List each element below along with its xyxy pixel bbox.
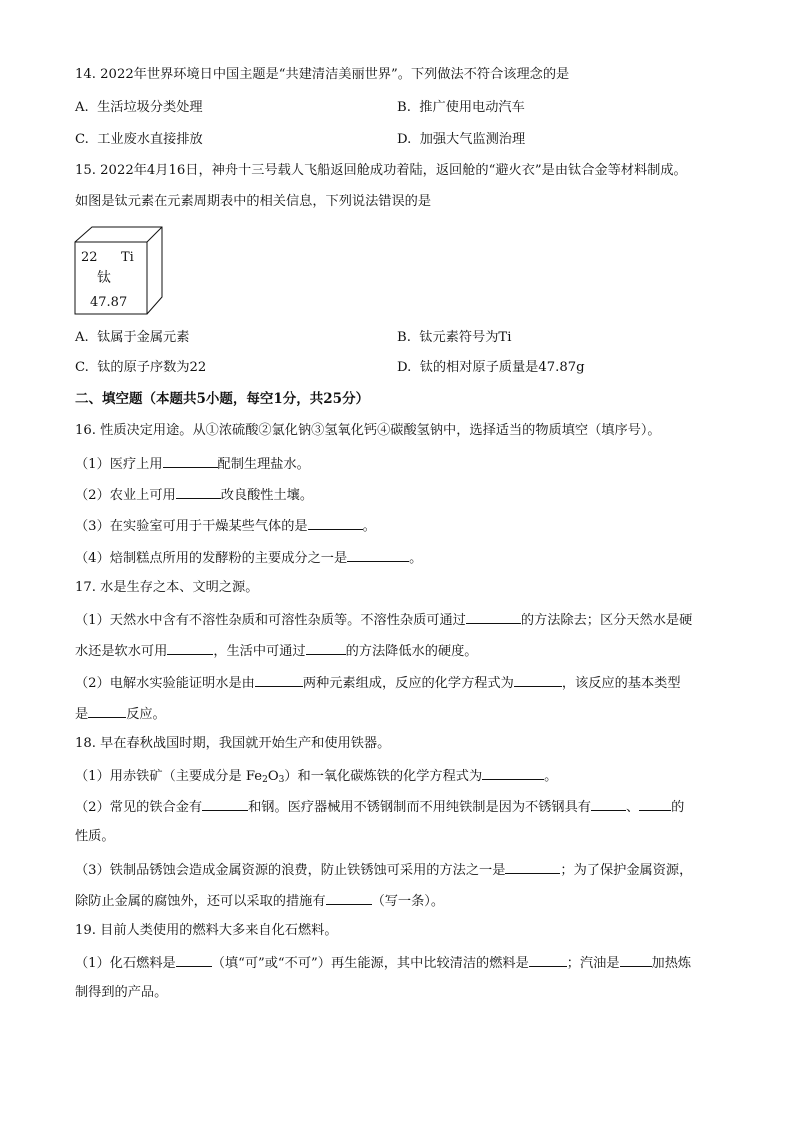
- q15-option-b: B. 钛元素符号为Ti: [397, 330, 512, 345]
- answer-blank[interactable]: [620, 953, 652, 967]
- q15-stem-line2: 如图是钛元素在元素周期表中的相关信息，下列说法错误的是: [75, 194, 432, 209]
- answer-blank[interactable]: [163, 454, 218, 468]
- q17-stem: 17. 水是生存之本、文明之源。: [75, 580, 259, 595]
- answer-blank[interactable]: [591, 797, 626, 811]
- answer-blank[interactable]: [505, 860, 560, 874]
- answer-blank[interactable]: [88, 704, 126, 718]
- answer-blank[interactable]: [176, 485, 221, 499]
- answer-blank[interactable]: [482, 766, 544, 780]
- q17-part1-line1: （1）天然水中含有不溶性杂质和可溶性杂质等。不溶性杂质可通过 的方法除去；区分天然水是硬: [75, 610, 692, 630]
- answer-blank[interactable]: [202, 797, 248, 811]
- q18-stem: 18. 早在春秋战国时期，我国就开始生产和使用铁器。: [75, 736, 391, 751]
- q17-part1-line2: 水还是软水可用 ，生活中可通过 的方法降低水的硬度。: [75, 641, 478, 661]
- q19-part1-line1: （1）化石燃料是 （填“可”或“不可”）再生能源，其中比较清洁的燃料是 ；汽油是 加热炼: [75, 953, 691, 973]
- atomic-number: 22: [81, 250, 98, 265]
- q14-option-c: C. 工业废水直接排放: [75, 132, 203, 147]
- q16-part1: （1）医疗上用 配制生理盐水。: [75, 454, 310, 474]
- q15-option-d: D. 钛的相对原子质量是47.87g: [397, 360, 585, 375]
- periodic-element-cube: [70, 225, 165, 317]
- q16-part4: （4）焙制糕点所用的发酵粉的主要成分之一是 。: [75, 548, 422, 568]
- element-name: 钛: [97, 270, 111, 286]
- q19-stem: 19. 目前人类使用的燃料大多来自化石燃料。: [75, 923, 338, 938]
- answer-blank[interactable]: [466, 610, 521, 624]
- answer-blank[interactable]: [308, 516, 363, 530]
- q15-stem-line1: 15. 2022年4月16日，神舟十三号载人飞船返回舱成功着陆，返回舱的“避火衣”是由钛合金等材料制成。: [75, 163, 687, 178]
- q14-option-d: D. 加强大气监测治理: [397, 132, 526, 147]
- q18-part3-line2: 除防止金属的腐蚀外，还可以采取的措施有 （写一条）。: [75, 891, 444, 911]
- q16-stem: 16. 性质决定用途。从①浓硫酸②氯化钠③氢氧化钙④碳酸氢钠中，选择适当的物质填空（填序号）。: [75, 423, 661, 438]
- answer-blank[interactable]: [529, 953, 567, 967]
- q17-part2-line2: 是 反应。: [75, 704, 166, 724]
- q18-part2-line1: （2）常见的铁合金有 和钢。医疗器械用不锈钢制而不用纯铁制是因为不锈钢具有 、 的: [75, 797, 684, 817]
- chemical-formula: $Fe_2O_3$: [245, 769, 285, 785]
- section-title: 二、填空题（本题共5小题，每空1分，共25分）: [75, 391, 370, 407]
- q16-part2: （2）农业上可用 改良酸性土壤。: [75, 485, 313, 505]
- answer-blank[interactable]: [639, 797, 671, 811]
- answer-blank[interactable]: [347, 548, 409, 562]
- q18-part3-line1: （3）铁制品锈蚀会造成金属资源的浪费，防止铁锈蚀可采用的方法之一是 ；为了保护金属资源，: [75, 860, 692, 880]
- q15-option-c: C. 钛的原子序数为22: [75, 360, 207, 375]
- q19-part1-line2: 制得到的产品。: [75, 985, 168, 1000]
- q14-stem: 14. 2022年世界环境日中国主题是“共建清洁美丽世界”。下列做法不符合该理念的是: [75, 67, 570, 82]
- element-symbol: Ti: [121, 250, 134, 265]
- q16-part3: （3）在实验室可用于干燥某些气体的是 。: [75, 516, 376, 536]
- answer-blank[interactable]: [255, 673, 303, 687]
- q15-option-a: A. 钛属于金属元素: [75, 330, 190, 345]
- answer-blank[interactable]: [514, 673, 562, 687]
- q18-part2-line2: 性质。: [75, 829, 115, 844]
- answer-blank[interactable]: [176, 953, 212, 967]
- answer-blank[interactable]: [167, 641, 213, 655]
- answer-blank[interactable]: [326, 891, 372, 905]
- q17-part2-line1: （2）电解水实验能证明水是由 两种元素组成，反应的化学方程式为 ，该反应的基本类型: [75, 673, 681, 693]
- answer-blank[interactable]: [306, 641, 346, 655]
- atomic-mass: 47.87: [90, 295, 128, 310]
- q14-option-a: A. 生活垃圾分类处理: [75, 100, 203, 115]
- q18-part1: （1）用赤铁矿（主要成分是 $Fe_2O_3$）和一氧化碳炼铁的化学方程式为 。: [75, 766, 557, 786]
- q14-option-b: B. 推广使用电动汽车: [397, 100, 525, 115]
